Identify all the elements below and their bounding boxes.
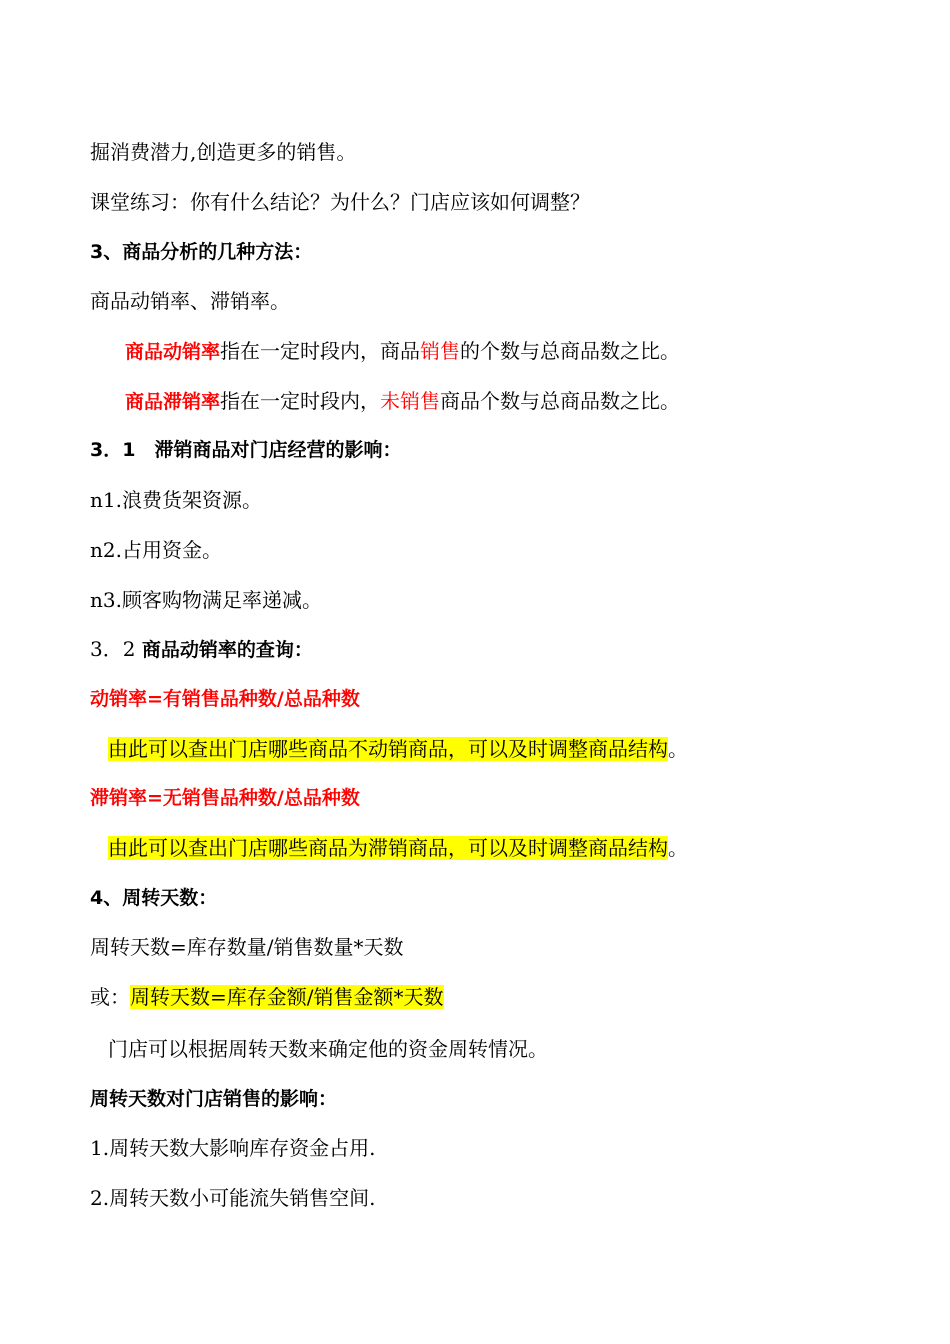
formula-prefix: 或： bbox=[90, 985, 130, 1009]
definition-text-b: 的个数与总商品数之比。 bbox=[460, 339, 681, 363]
note-sell-through bbox=[108, 736, 688, 762]
definition-unsold-rate bbox=[125, 388, 680, 414]
heading-text: 商品动销率的查询： bbox=[141, 639, 313, 661]
highlighted-note: 由此可以查出门店哪些商品为滞销商品，可以及时调整商品结构 bbox=[108, 836, 668, 860]
formula-sell-through: 动销率=有销售品种数/总品种数 bbox=[90, 688, 360, 710]
heading-turnover-impact: 周转天数对门店销售的影响： bbox=[90, 1088, 338, 1110]
formula-turnover-quantity: 周转天数=库存数量/销售数量*天数 bbox=[90, 935, 404, 959]
definition-text-b: 商品个数与总商品数之比。 bbox=[440, 389, 681, 413]
heading-number: 3．2 bbox=[90, 637, 142, 661]
list-item-n1: n1.浪费货架资源。 bbox=[90, 488, 262, 512]
heading-section-3-1: 3．1 滞销商品对门店经营的影响： bbox=[90, 439, 402, 461]
heading-section-4: 4、周转天数： bbox=[90, 887, 218, 909]
exercise-prompt: 课堂练习：你有什么结论？为什么？门店应该如何调整？ bbox=[90, 190, 590, 214]
heading-section-3-2 bbox=[90, 636, 313, 662]
term-sell-through-rate: 商品动销率 bbox=[125, 341, 221, 363]
heading-section-3: 3、商品分析的几种方法： bbox=[90, 241, 313, 263]
list-item-impact-2: 2.周转天数小可能流失销售空间. bbox=[90, 1186, 376, 1210]
emphasis-sales: 销售 bbox=[420, 339, 461, 363]
definition-text-a: 指在一定时段内， bbox=[220, 389, 381, 413]
note-end: 。 bbox=[668, 737, 688, 761]
highlighted-note: 由此可以查出门店哪些商品不动销商品，可以及时调整商品结构 bbox=[108, 737, 668, 761]
formula-turnover-amount bbox=[90, 984, 444, 1010]
paragraph-turnover-use: 门店可以根据周转天数来确定他的资金周转情况。 bbox=[108, 1037, 548, 1061]
paragraph-rates: 商品动销率、滞销率。 bbox=[90, 289, 290, 313]
highlighted-formula: 周转天数=库存金额/销售金额*天数 bbox=[130, 985, 444, 1009]
list-item-n3: n3.顾客购物满足率递减。 bbox=[90, 588, 322, 612]
note-end: 。 bbox=[668, 836, 688, 860]
paragraph-continuation: 掘消费潜力,创造更多的销售。 bbox=[90, 140, 357, 164]
formula-unsold: 滞销率=无销售品种数/总品种数 bbox=[90, 787, 360, 809]
note-unsold bbox=[108, 835, 688, 861]
list-item-n2: n2.占用资金。 bbox=[90, 538, 222, 562]
definition-sell-through-rate bbox=[125, 338, 680, 364]
list-item-impact-1: 1.周转天数大影响库存资金占用. bbox=[90, 1136, 376, 1160]
term-unsold-rate: 商品滞销率 bbox=[125, 391, 221, 413]
definition-text-a: 指在一定时段内，商品 bbox=[220, 339, 421, 363]
emphasis-unsold: 未销售 bbox=[380, 389, 441, 413]
